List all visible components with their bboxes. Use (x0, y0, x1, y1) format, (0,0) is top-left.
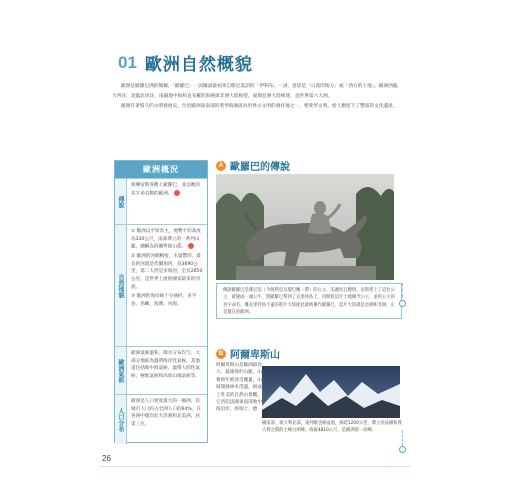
page-title (118, 50, 253, 75)
row-label: 歐洲氣候 (115, 347, 127, 394)
marker-icon (188, 243, 194, 249)
row-label: 人口分布 (115, 395, 127, 444)
section-badge: B (216, 349, 226, 359)
footer-divider (100, 466, 410, 467)
chapter-number: 01 (118, 52, 137, 72)
europa-statue-photo (216, 174, 394, 280)
overview-header: 歐洲概況 (115, 161, 207, 178)
section-title: 阿爾卑斯山 (230, 350, 280, 361)
intro-paragraph: 歐洲是歐羅巴洲的簡稱，「歐羅巴」一詞據說最初來自腓尼基語的「伊利布」一詞，意思是「日落的地方」或「西方的土地」。歐洲西臨大西洋，北臨北冰洋，南隔地中海和直布羅陀海峽與非洲大陸相望，東與亞洲大陸相連，是世界第六大洲。 (112, 84, 398, 99)
section-b-heading (216, 346, 280, 361)
section-a-caption: 傳說歐羅巴是腓尼基（今敘利亞及黎巴嫩一帶）的公主，美麗而且聰明。宙斯愛上了這位公主，就變成一頭公牛，將歐羅巴帶到了克里特島上，宙斯將這片土地賜予公主，並用公主的名字命名。雕克里特島不遠的那片大陸從此就被稱作歐羅巴，這片大陸就是亞洲和非洲，正是現在的歐洲。 (216, 283, 402, 319)
overview-row-terrain (115, 224, 207, 346)
overview-row-population (115, 394, 207, 444)
section-b-side-caption: 阿爾卑斯山是歐洲最高大、最雄偉的山脈，山嶺終年被冰雪覆蓋，山坡間綠林木茂盛，組成了壯美的自然山景觀。它西起法國東南部地中海沿岸，經瑞士、德 (216, 363, 262, 413)
overview-row-climate (115, 346, 207, 394)
row-body (127, 395, 207, 444)
row-label: 傳說 (115, 179, 127, 224)
section-a-heading (216, 158, 290, 173)
section-badge: A (216, 161, 226, 171)
intro-paragraph: 歐洲有著悠久的文明發展史，位於歐洲東南部的愛琴海地區為世界古文明的發祥地之一，褒愛琴文明，給人類留下了豐富的文化遺產。 (121, 104, 398, 109)
row-label: 自然地貌 (115, 225, 127, 346)
row-body (127, 347, 207, 394)
row-item: ② 歐洲的河網稠密，水量豐沛，最長的河流是伏爾加河，長3690公里，第二大河是多瑙河，全長2850公里，是世界上流經國家最多的河流。 (131, 254, 203, 290)
caption-marker-icon (399, 300, 406, 307)
row-item: 歐洲是人口密度最大的一個洲，其城市人口約占全洲人口的64%，在各洲中僅次於大洋洲和北美洲，居第三位。 (131, 399, 201, 427)
caption-marker-icon (399, 446, 406, 453)
overview-table (114, 160, 208, 443)
marker-icon (174, 190, 180, 196)
row-item: 相傳宙斯喜歡上歐羅巴，並以她的名字命名她的歐洲。 (131, 183, 200, 197)
page-number: 26 (102, 454, 111, 463)
intro-text (112, 82, 402, 112)
row-item: 歐洲氣候溫和，降水分布均勻，大部分地區為溫帶海洋性氣候，其他還包括地中海氣候、溫帶大陸性氣候、極地氣候和高原山地氣候等。 (131, 351, 200, 379)
alps-mountain-photo (262, 366, 400, 418)
overview-row-legend (115, 178, 207, 224)
section-title: 歐羅巴的傳說 (230, 162, 290, 173)
caption-connector (402, 430, 403, 446)
row-item: ③ 歐洲的海岸線十分曲折，多半島、島嶼、海灣、內海。 (131, 294, 197, 307)
row-item: ① 歐洲以平原為主，地勢平均高度為330公尺，南部聳立的一系列山脈，總稱為阿爾卑斯山系。 (131, 229, 201, 250)
row-body (127, 179, 207, 224)
row-body (127, 225, 207, 346)
chapter-title: 歐洲自然概貌 (144, 55, 253, 75)
section-b-bottom-caption: 國南部、義大利北部，東到維也納盆地，綿延1200公里，聳立於法國和義大利之間的主峰白朗峰，海拔4810公尺，是歐洲第一高峰。 (262, 421, 402, 434)
